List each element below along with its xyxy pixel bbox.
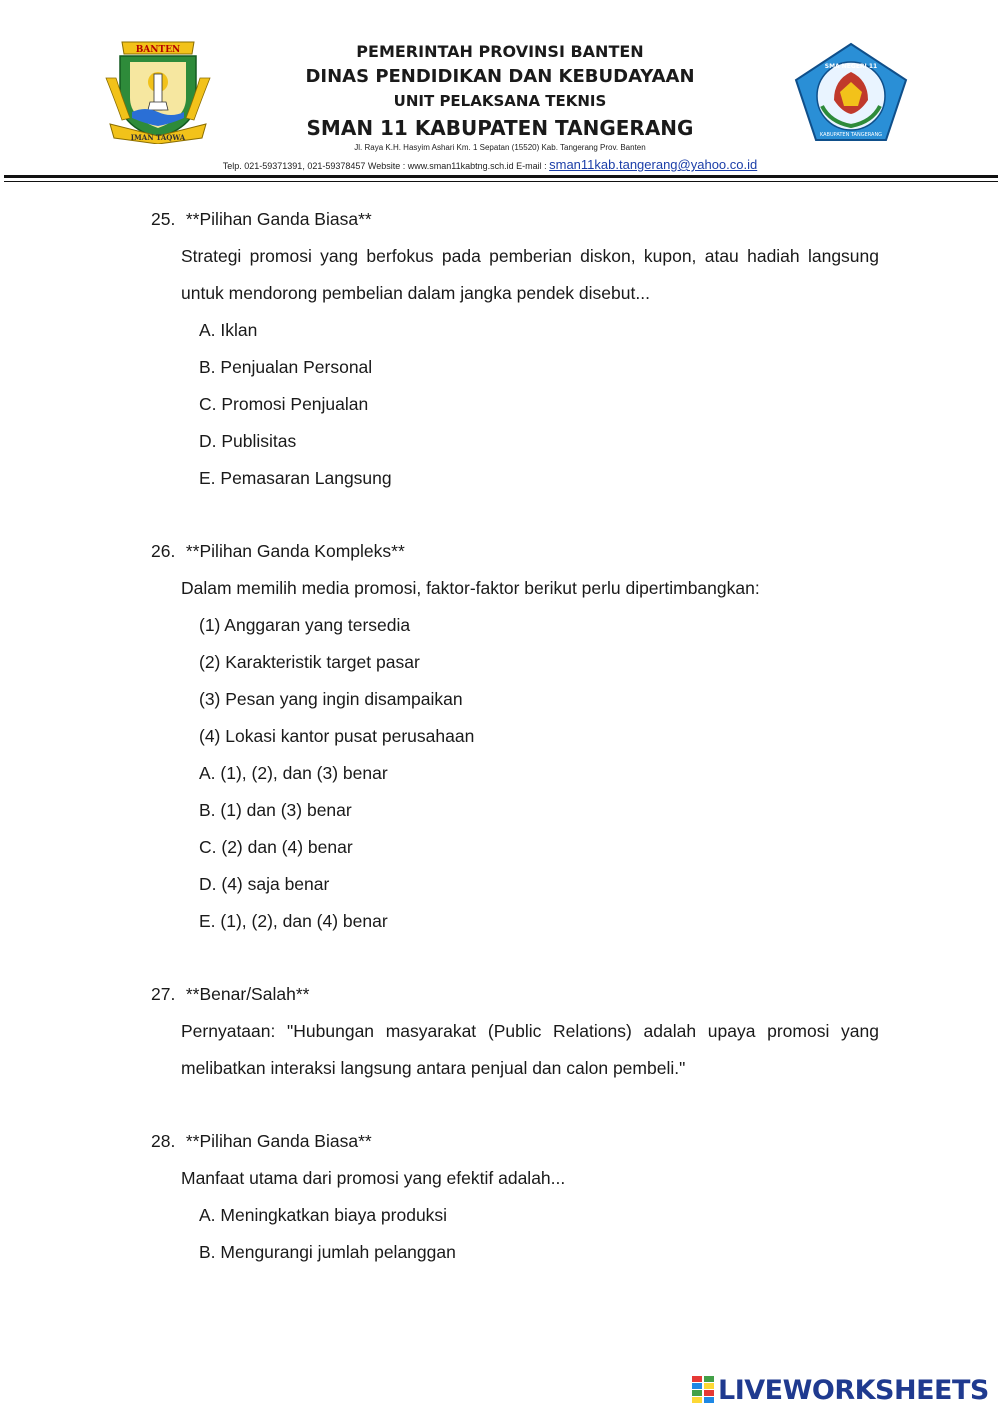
school-emblem-logo: [792, 42, 910, 142]
question-28: [0, 1123, 1000, 1271]
letterhead-divider-thick: [4, 175, 998, 178]
statement-3: (3) Pesan yang ingin disampaikan: [199, 689, 463, 709]
option-a: A. Meningkatkan biaya produksi: [199, 1205, 448, 1225]
worksheet-content: [0, 201, 1000, 1307]
option-b: B. Penjualan Personal: [199, 357, 373, 377]
question-type: **Pilihan Ganda Biasa**: [185, 209, 372, 229]
option-d: D. Publisitas: [199, 431, 297, 451]
question-number: 28.: [151, 1131, 176, 1151]
question-text: Strategi promosi yang berfokus pada pemberian diskon, kupon, atau hadiah langsung untuk mendorong pembelian dalam jangka pendek disebut...: [181, 246, 879, 303]
question-text: Manfaat utama dari promosi yang efektif adalah...: [181, 1168, 566, 1188]
letterhead-email-link[interactable]: sman11kab.tangerang@yahoo.co.id: [549, 157, 758, 172]
question-header: [0, 533, 1000, 570]
liveworksheets-wordmark: LIVEWORKSHEETS: [718, 1374, 989, 1406]
letterhead-unit: UNIT PELAKSANA TEKNIS: [393, 92, 607, 110]
question-header: [0, 976, 1000, 1013]
option-c: C. (2) dan (4) benar: [199, 837, 353, 857]
question-number: 25.: [151, 209, 176, 229]
question-header: [0, 1123, 1000, 1160]
liveworksheets-brand[interactable]: [692, 1374, 992, 1406]
option-b: B. (1) dan (3) benar: [199, 800, 352, 820]
question-type: **Pilihan Ganda Biasa**: [185, 1131, 372, 1151]
question-text: Dalam memilih media promosi, faktor-faktor berikut perlu dipertimbangkan:: [181, 578, 760, 598]
letterhead-contact-phone-web: Telp. 021-59371391, 021-59378457 Website : www.sman11kabtng.sch.id E-mail :: [222, 161, 550, 171]
letterhead-government: PEMERINTAH PROVINSI BANTEN: [356, 42, 644, 61]
letterhead-divider-thin: [4, 181, 998, 182]
option-e: E. Pemasaran Langsung: [199, 468, 392, 488]
question-number: 26.: [151, 541, 176, 561]
option-d: D. (4) saja benar: [199, 874, 330, 894]
letterhead-department: DINAS PENDIDIKAN DAN KEBUDAYAAN: [305, 66, 695, 87]
question-text: Pernyataan: "Hubungan masyarakat (Public Relations) adalah upaya promosi yang melibatkan interaksi langsung antara penjual dan calon pembeli.": [181, 1021, 879, 1078]
question-27: [0, 976, 1000, 1087]
option-a: A. Iklan: [199, 320, 258, 340]
option-a: A. (1), (2), dan (3) benar: [199, 763, 388, 783]
letterhead: [0, 0, 1000, 186]
statement-2: (2) Karakteristik target pasar: [199, 652, 420, 672]
question-type: **Pilihan Ganda Kompleks**: [185, 541, 405, 561]
svg-text:SMA NEGERI 11: SMA NEGERI 11: [824, 63, 878, 70]
statement-4: (4) Lokasi kantor pusat perusahaan: [199, 726, 475, 746]
question-number: 27.: [151, 984, 176, 1004]
statement-1: (1) Anggaran yang tersedia: [199, 615, 411, 635]
letterhead-address: Jl. Raya K.H. Hasyim Ashari Km. 1 Sepatan (15520) Kab. Tangerang Prov. Banten: [354, 143, 646, 152]
option-e: E. (1), (2), dan (4) benar: [199, 911, 388, 931]
liveworksheets-logo-icon: [692, 1376, 714, 1404]
option-c: C. Promosi Penjualan: [199, 394, 369, 414]
question-26: [0, 533, 1000, 940]
question-25: [0, 201, 1000, 497]
option-b: B. Mengurangi jumlah pelanggan: [199, 1242, 456, 1262]
question-header: [0, 201, 1000, 238]
svg-text:BANTEN: BANTEN: [135, 45, 181, 55]
letterhead-school-name: SMAN 11 KABUPATEN TANGERANG: [306, 116, 694, 140]
svg-text:IMAN TAQWA: IMAN TAQWA: [130, 133, 186, 142]
question-type: **Benar/Salah**: [185, 984, 310, 1004]
svg-text:KABUPATEN TANGERANG: KABUPATEN TANGERANG: [819, 132, 883, 138]
banten-emblem-logo: [100, 38, 216, 144]
letterhead-contact: [0, 157, 980, 172]
